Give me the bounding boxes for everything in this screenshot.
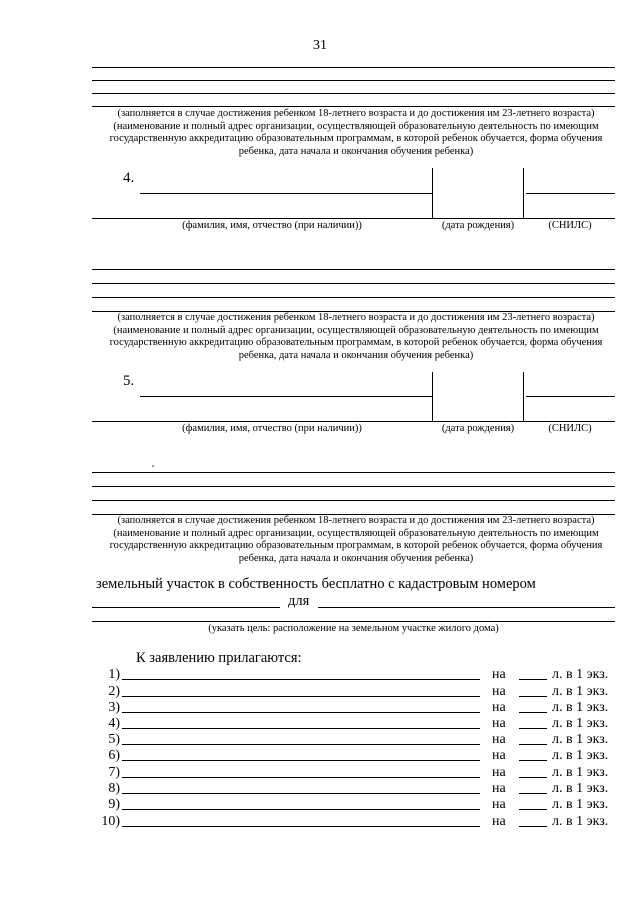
pages-count-field[interactable]: [519, 809, 547, 810]
education-line[interactable]: [92, 93, 615, 94]
attachment-name-field[interactable]: [122, 760, 480, 761]
pages-label: на: [492, 765, 506, 780]
attachment-number: 2): [108, 684, 120, 699]
child-number: 4.: [123, 170, 135, 186]
attachment-name-field[interactable]: [122, 728, 480, 729]
purpose-label: для: [288, 593, 310, 609]
pages-count-field[interactable]: [519, 712, 547, 713]
attachment-name-field[interactable]: [122, 744, 480, 745]
attachment-item: [96, 765, 616, 781]
column-divider: [432, 372, 433, 421]
child-row-line: [92, 218, 615, 219]
pages-count-field[interactable]: [519, 679, 547, 680]
copies-label: л. в 1 экз.: [552, 748, 609, 763]
education-line[interactable]: [92, 500, 615, 501]
child-number: 5.: [123, 373, 135, 389]
attachment-item: [96, 748, 616, 764]
education-line[interactable]: [92, 80, 615, 81]
attachment-item: [96, 781, 616, 797]
copies-label: л. в 1 экз.: [552, 765, 609, 780]
cadastral-number-field[interactable]: [92, 607, 280, 608]
copies-label: л. в 1 экз.: [552, 684, 609, 699]
education-line[interactable]: [92, 283, 615, 284]
attachment-item: [96, 716, 616, 732]
attachment-name-field[interactable]: [122, 679, 480, 680]
purpose-field-line[interactable]: [92, 621, 615, 622]
pages-count-field[interactable]: [519, 728, 547, 729]
land-plot-text: земельный участок в собственность бесплатно с кадастровым номером: [96, 576, 536, 592]
child-snils-field[interactable]: [526, 396, 615, 397]
pages-label: на: [492, 814, 506, 829]
copies-label: л. в 1 экз.: [552, 716, 609, 731]
education-caption: (заполняется в случае достижения ребенком 18-летнего возраста и до достижения им 23-летнего возраста) (наименование и полный адрес организации, осуществляющей образовательную деятельность по имеющим государственную аккредитацию образовательным программам, в которой ребенок обучается, форма обучения ребенка, дата начала и окончания обучения ребенка): [109, 515, 603, 564]
education-caption: (заполняется в случае достижения ребенком 18-летнего возраста и до достижения им 23-летнего возраста) (наименование и полный адрес организации, осуществляющей образовательную деятельность по имеющим государственную аккредитацию образовательным программам, в которой ребенок обучается, форма обучения ребенка, дата начала и окончания обучения ребенка): [109, 108, 603, 157]
education-line[interactable]: [92, 67, 615, 68]
attachment-item: [96, 700, 616, 716]
pages-count-field[interactable]: [519, 760, 547, 761]
copies-label: л. в 1 экз.: [552, 781, 609, 796]
attachments-heading: К заявлению прилагаются:: [136, 650, 302, 666]
education-line[interactable]: [92, 106, 615, 107]
attachment-number: 6): [108, 748, 120, 763]
education-line[interactable]: [92, 472, 615, 473]
attachment-number: 7): [108, 765, 120, 780]
attachment-item: [96, 814, 616, 830]
pages-count-field[interactable]: [519, 696, 547, 697]
birth-date-column-caption: (дата рождения): [441, 220, 515, 231]
attachment-number: 9): [108, 797, 120, 812]
column-divider: [432, 168, 433, 218]
pages-label: на: [492, 667, 506, 682]
copies-label: л. в 1 экз.: [552, 797, 609, 812]
attachment-number: 1): [108, 667, 120, 682]
education-caption: (заполняется в случае достижения ребенком 18-летнего возраста и до достижения им 23-летнего возраста) (наименование и полный адрес организации, осуществляющей образовательную деятельность по имеющим государственную аккредитацию образовательным программам, в которой ребенок обучается, форма обучения ребенка, дата начала и окончания обучения ребенка): [109, 312, 603, 361]
attachment-item: [96, 667, 616, 683]
attachment-name-field[interactable]: [122, 712, 480, 713]
purpose-caption: (указать цель: расположение на земельном участке жилого дома): [208, 623, 499, 634]
attachment-number: 5): [108, 732, 120, 747]
pages-label: на: [492, 732, 506, 747]
copies-label: л. в 1 экз.: [552, 667, 609, 682]
attachment-name-field[interactable]: [122, 793, 480, 794]
name-column-caption: (фамилия, имя, отчество (при наличии)): [182, 220, 362, 231]
attachment-name-field[interactable]: [122, 777, 480, 778]
child-name-field[interactable]: [140, 193, 432, 194]
pages-label: на: [492, 716, 506, 731]
column-divider: [523, 168, 524, 218]
education-line[interactable]: [92, 297, 615, 298]
copies-label: л. в 1 экз.: [552, 732, 609, 747]
education-line[interactable]: [92, 486, 615, 487]
child-row-line: [92, 421, 615, 422]
attachment-name-field[interactable]: [122, 809, 480, 810]
attachment-number: 3): [108, 700, 120, 715]
purpose-field[interactable]: [318, 607, 615, 608]
copies-label: л. в 1 экз.: [552, 814, 609, 829]
education-line[interactable]: [92, 269, 615, 270]
name-column-caption: (фамилия, имя, отчество (при наличии)): [182, 423, 362, 434]
pages-label: на: [492, 748, 506, 763]
copies-label: л. в 1 экз.: [552, 700, 609, 715]
attachment-number: 10): [101, 814, 120, 829]
child-name-field[interactable]: [140, 396, 432, 397]
pages-label: на: [492, 700, 506, 715]
attachment-number: 4): [108, 716, 120, 731]
pages-count-field[interactable]: [519, 793, 547, 794]
column-divider: [523, 372, 524, 421]
snils-column-caption: (СНИЛС): [548, 423, 592, 434]
attachment-number: 8): [108, 781, 120, 796]
pages-count-field[interactable]: [519, 744, 547, 745]
snils-column-caption: (СНИЛС): [548, 220, 592, 231]
child-snils-field[interactable]: [526, 193, 615, 194]
pages-label: на: [492, 684, 506, 699]
pages-label: на: [492, 781, 506, 796]
attachment-item: [96, 797, 616, 813]
page-number: 31: [313, 38, 327, 53]
pages-count-field[interactable]: [519, 777, 547, 778]
attachment-item: [96, 732, 616, 748]
birth-date-column-caption: (дата рождения): [441, 423, 515, 434]
attachment-item: [96, 684, 616, 700]
attachment-name-field[interactable]: [122, 826, 480, 827]
pages-count-field[interactable]: [519, 826, 547, 827]
pages-label: на: [492, 797, 506, 812]
attachment-name-field[interactable]: [122, 696, 480, 697]
stray-mark: [152, 465, 154, 467]
